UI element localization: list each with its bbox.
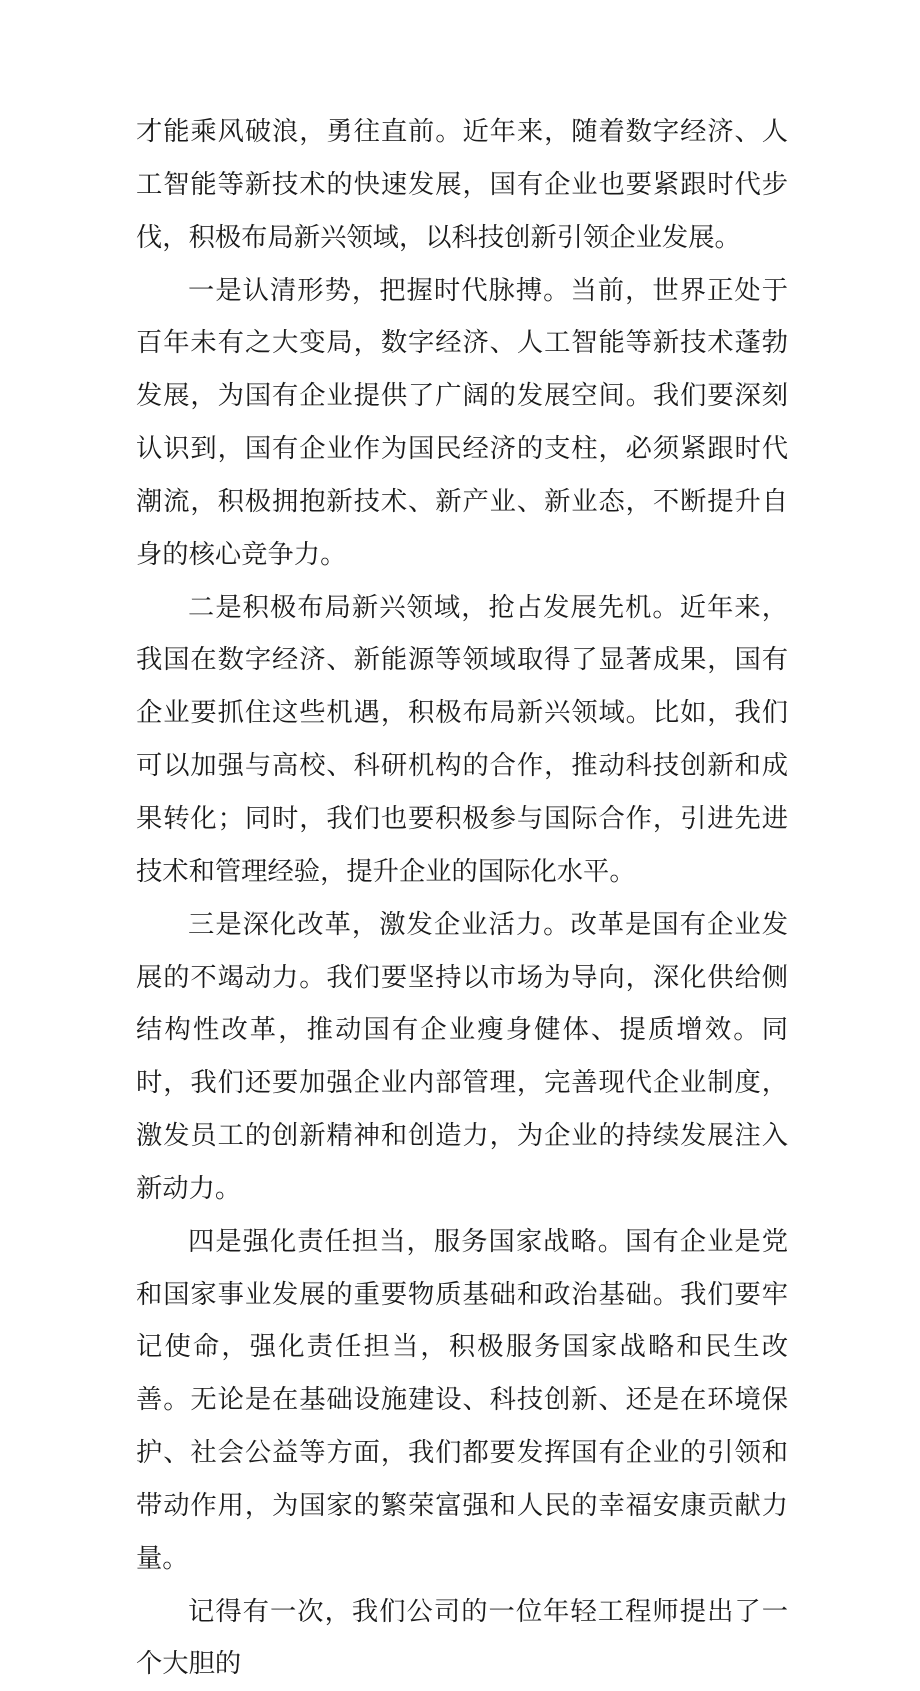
paragraph-point-one: 一是认清形势，把握时代脉搏。当前，世界正处于百年未有之大变局，数字经济、人工智能等新技术蓬勃发展，为国有企业提供了广阔的发展空间。我们要深刻认识到，国有企业作为国民经济的支柱，必须紧跟时代潮流，积极拥抱新技术、新产业、新业态，不断提升自身的核心竞争力。 (136, 275, 788, 570)
paragraph-point-two: 二是积极布局新兴领域，抢占发展先机。近年来，我国在数字经济、新能源等领域取得了显著成果，国有企业要抓住这些机遇，积极布局新兴领域。比如，我们可以加强与高校、科研机构的合作，推动科技创新和成果转化；同时，我们也要积极参与国际合作，引进先进技术和管理经验，提升企业的国际化水平。 (136, 592, 788, 887)
paragraph-point-three: 三是深化改革，激发企业活力。改革是国有企业发展的不竭动力。我们要坚持以市场为导向，深化供给侧结构性改革，推动国有企业瘦身健体、提质增效。同时，我们还要加强企业内部管理，完善现代企业制度，激发员工的创新精神和创造力，为企业的持续发展注入新动力。 (136, 909, 788, 1204)
paragraph-anecdote: 记得有一次，我们公司的一位年轻工程师提出了一个大胆的 (136, 1596, 788, 1680)
document-body (136, 106, 788, 1691)
paragraph-point-four: 四是强化责任担当，服务国家战略。国有企业是党和国家事业发展的重要物质基础和政治基础。我们要牢记使命，强化责任担当，积极服务国家战略和民生改善。无论是在基础设施建设、科技创新、还是在环境保护、社会公益等方面，我们都要发挥国有企业的引领和带动作用，为国家的繁荣富强和人民的幸福安康贡献力量。 (136, 1226, 788, 1574)
paragraph-continuation: 才能乘风破浪，勇往直前。近年来，随着数字经济、人工智能等新技术的快速发展，国有企业也要紧跟时代步伐，积极布局新兴领域，以科技创新引领企业发展。 (136, 117, 788, 253)
